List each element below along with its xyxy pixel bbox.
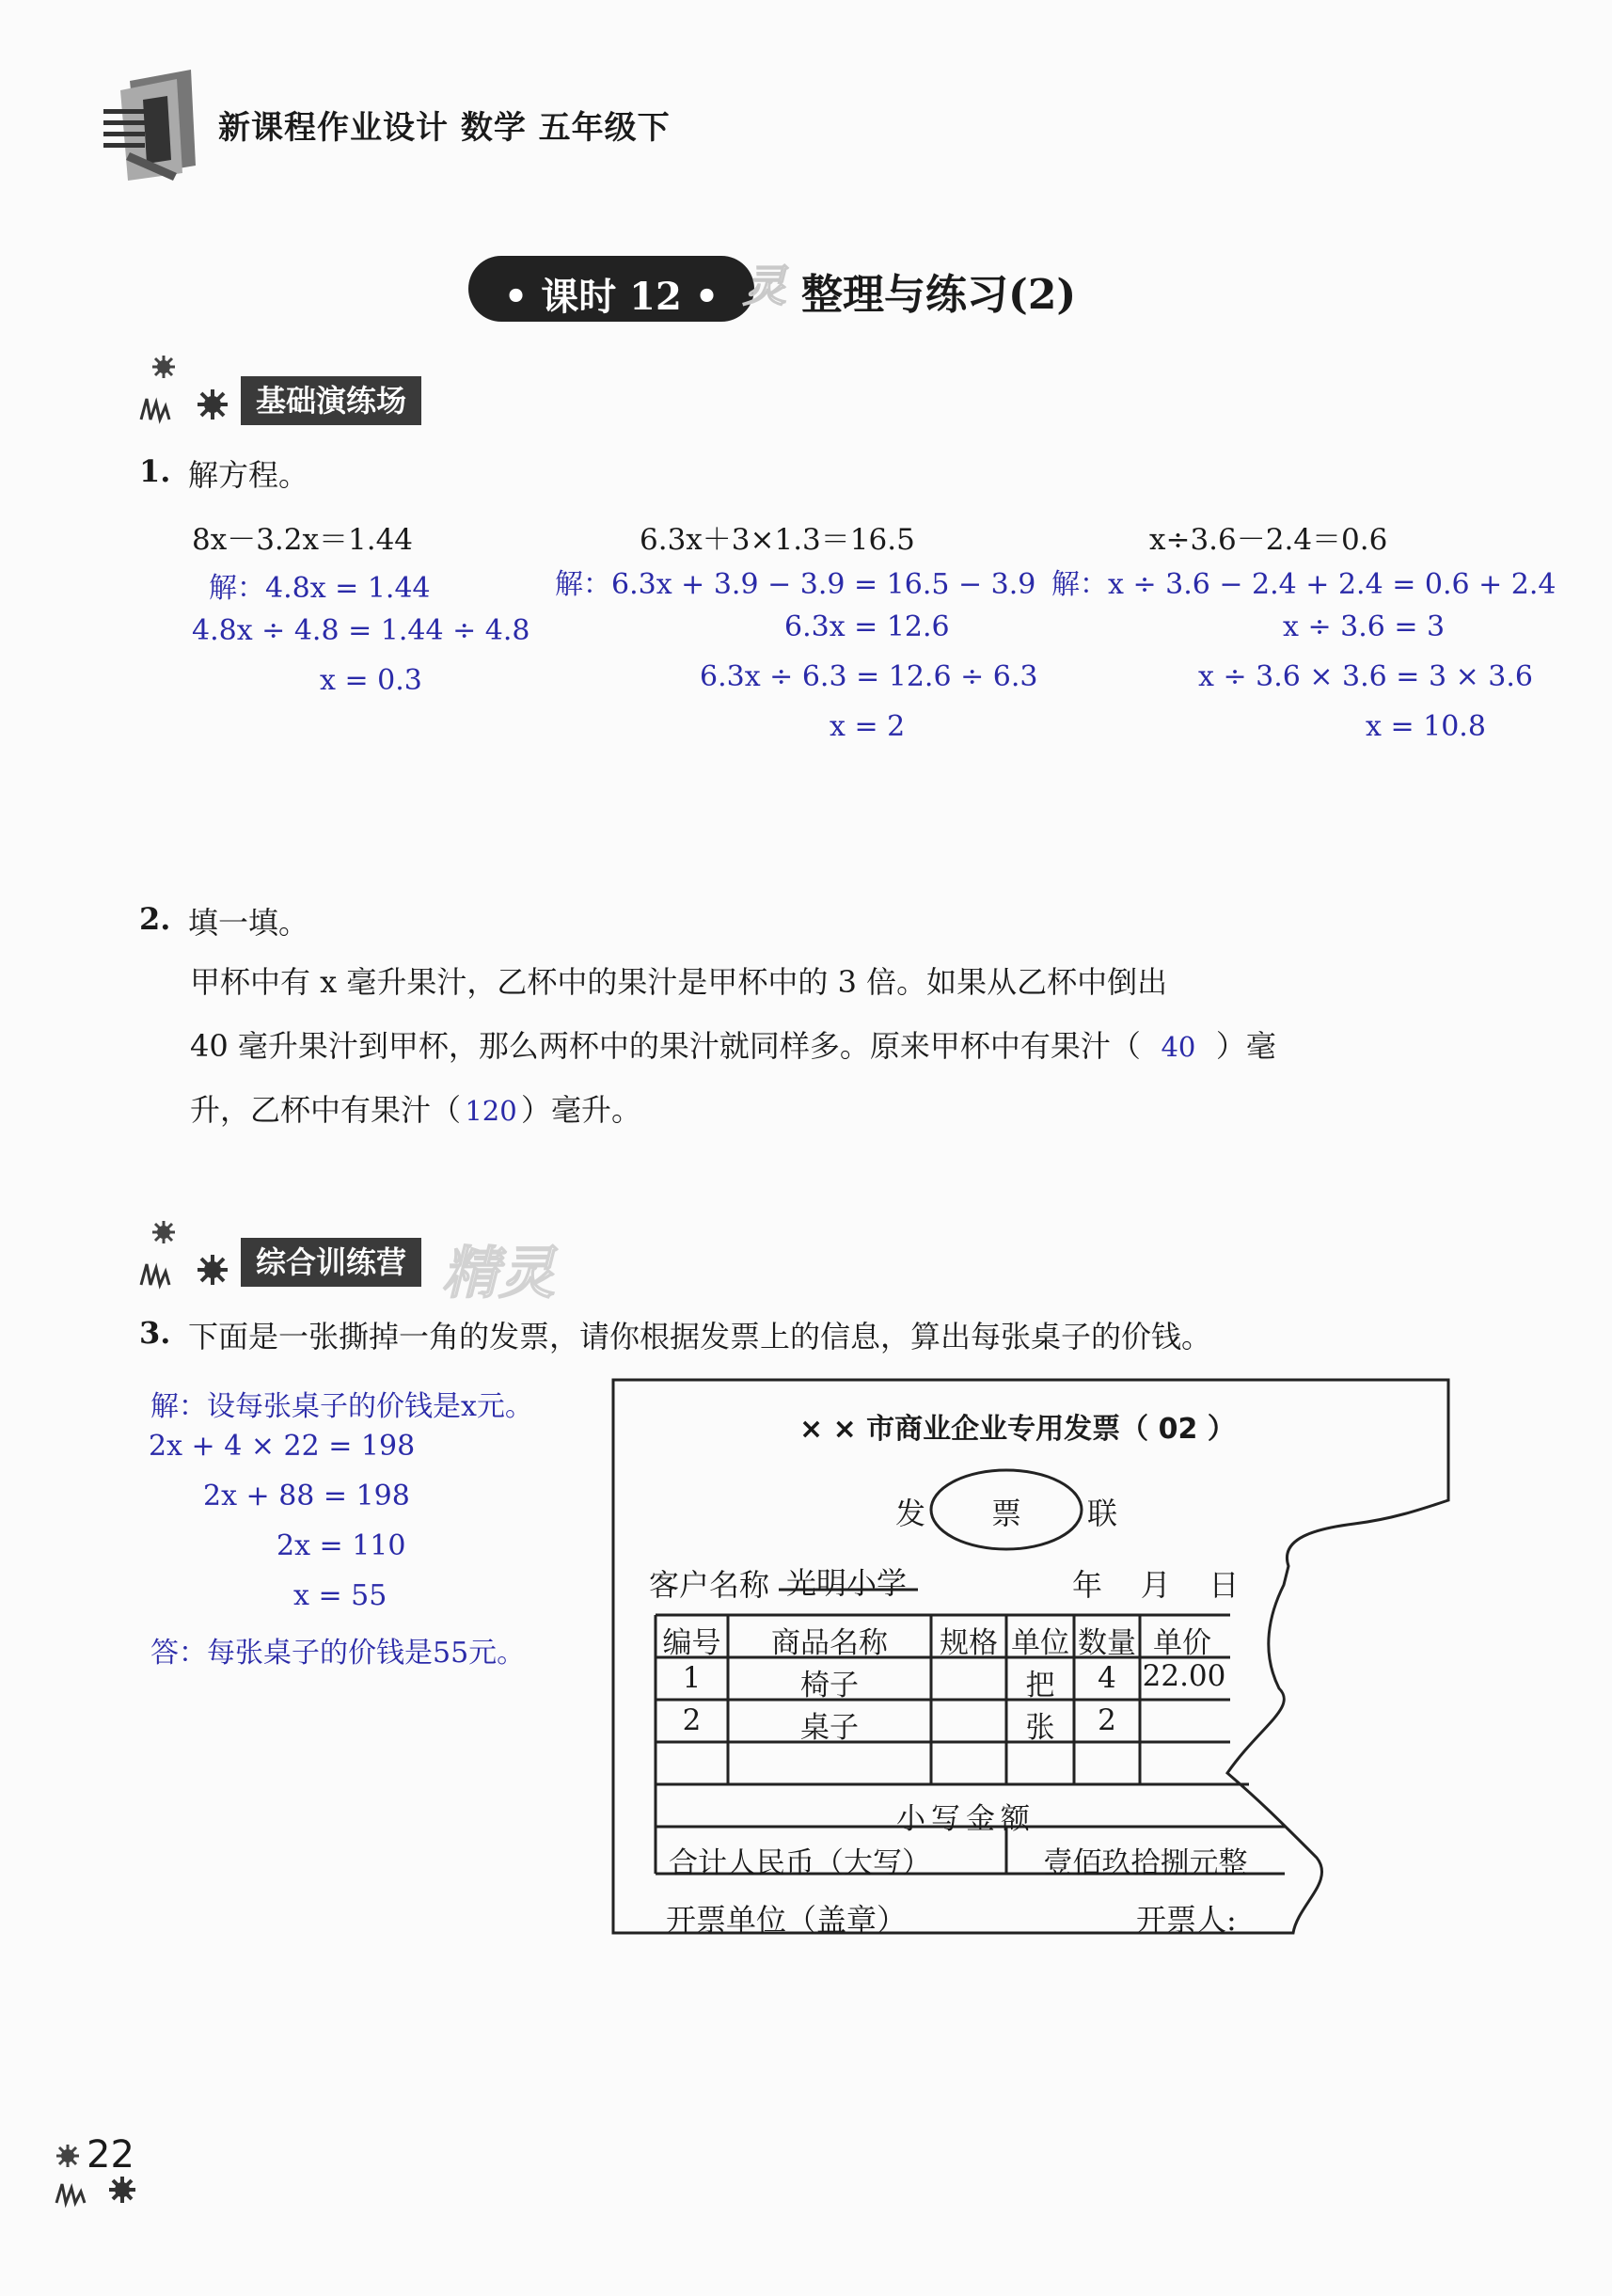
equation-3-problem: x÷3.6－2.4＝0.6	[1149, 523, 1388, 557]
answer-blank-1[interactable]: 40	[1161, 1031, 1196, 1063]
question-2-text: ）毫	[1215, 1028, 1276, 1064]
book-logo-icon	[102, 62, 205, 184]
question-1-number: 1.	[139, 453, 171, 489]
total-label: 合计人民币（大写）	[669, 1846, 931, 1880]
total-value: 壹佰玖拾捌元整	[1043, 1846, 1248, 1880]
equation-2-problem: 6.3x＋3×1.3＝16.5	[640, 523, 915, 557]
question-2-line-2	[190, 1014, 1276, 1079]
equation-3-step: 解：x ÷ 3.6 − 2.4 + 2.4 = 0.6 + 2.4	[1051, 568, 1557, 601]
question-2-text: ）毫升。	[521, 1092, 642, 1128]
issuer-unit: 开票单位（盖章）	[666, 1902, 908, 1938]
book-title: 新课程作业设计 数学 五年级下	[218, 109, 671, 147]
solution-line: 2x + 4 × 22 = 198	[149, 1430, 416, 1463]
lesson-badge	[468, 256, 754, 322]
solution-line: 2x + 88 = 198	[203, 1480, 410, 1512]
table-cell: 2	[682, 1703, 702, 1737]
lesson-title: 整理与练习(2)	[801, 271, 1077, 319]
solution-line: 答：每张桌子的价钱是55元。	[150, 1637, 526, 1670]
customer-value: 光明小学	[786, 1565, 908, 1601]
section-banner-comprehensive: 综合训练营	[241, 1238, 421, 1287]
column-header-number: 编号	[662, 1626, 721, 1660]
question-3-number: 3.	[139, 1315, 171, 1351]
column-header-unit: 单位	[1011, 1626, 1069, 1660]
question-3-prompt: 下面是一张撕掉一角的发票，请你根据发票上的信息，算出每张桌子的价钱。	[188, 1319, 1212, 1354]
question-1-prompt: 解方程。	[188, 457, 309, 493]
equation-1-step: 4.8x ÷ 4.8 = 1.44 ÷ 4.8	[192, 614, 530, 647]
table-cell: 桌子	[800, 1711, 859, 1745]
equation-1-step: x = 0.3	[320, 664, 422, 697]
equation-2-step: x = 2	[830, 710, 906, 743]
column-header-price: 单价	[1153, 1626, 1211, 1660]
question-2-number: 2.	[139, 901, 171, 937]
invoice-stub-left: 发	[895, 1496, 926, 1531]
question-2-prompt: 填一填。	[188, 905, 309, 941]
equation-2-step: 6.3x = 12.6	[784, 610, 950, 643]
table-cell: 把	[1025, 1669, 1055, 1702]
table-cell: 椅子	[800, 1669, 859, 1702]
solution-line: x = 55	[293, 1579, 387, 1612]
lesson-label: • 课时 12 •	[503, 275, 719, 319]
invoice-title: × × 市商业企业专用发票（ 02 ）	[799, 1413, 1236, 1446]
table-cell: 4	[1098, 1661, 1116, 1695]
table-cell: 22.00	[1142, 1659, 1226, 1693]
table-cell: 1	[682, 1661, 702, 1695]
equation-2-step: 6.3x ÷ 6.3 = 12.6 ÷ 6.3	[700, 660, 1038, 693]
invoice-date-label: 年 月 日	[1072, 1567, 1240, 1603]
answer-blank-2[interactable]: 120	[465, 1095, 517, 1127]
customer-label: 客户名称	[649, 1567, 770, 1603]
column-header-name: 商品名称	[771, 1626, 888, 1660]
invoice-stub-oval: 票	[991, 1496, 1022, 1531]
solution-line: 2x = 110	[277, 1529, 406, 1562]
invoice-stub-right: 联	[1087, 1496, 1118, 1531]
column-header-spec: 规格	[940, 1626, 998, 1660]
section-banner-basic: 基础演练场	[241, 376, 421, 425]
question-2-line-3	[190, 1078, 641, 1143]
question-2-text: 升，乙杯中有果汁（	[190, 1092, 462, 1128]
watermark-text: 灵	[743, 261, 786, 311]
table-cell: 2	[1098, 1703, 1116, 1737]
amount-small-label: 小写金额	[896, 1802, 1035, 1836]
equation-3-step: x ÷ 3.6 × 3.6 = 3 × 3.6	[1198, 660, 1533, 693]
table-cell: 张	[1025, 1711, 1055, 1745]
equation-1-problem: 8x－3.2x＝1.44	[192, 523, 414, 557]
solution-line: 解：设每张桌子的价钱是x元。	[150, 1390, 533, 1423]
column-header-qty: 数量	[1078, 1626, 1136, 1660]
flower-decoration-icon	[132, 1219, 235, 1294]
issuer-label: 开票人:	[1136, 1902, 1237, 1938]
watermark-text: 精灵	[442, 1241, 555, 1306]
question-2-line-1: 甲杯中有 x 毫升果汁，乙杯中的果汁是甲杯中的 3 倍。如果从乙杯中倒出	[190, 964, 1168, 1000]
flower-decoration-icon	[132, 354, 235, 429]
equation-2-step: 解：6.3x + 3.9 − 3.9 = 16.5 − 3.9	[555, 568, 1036, 601]
equation-3-step: x ÷ 3.6 = 3	[1283, 610, 1446, 643]
page-number: 22	[87, 2133, 134, 2177]
question-2-text: 40 毫升果汁到甲杯，那么两杯中的果汁就同样多。原来甲杯中有果汁（	[190, 1028, 1141, 1064]
equation-3-step: x = 10.8	[1366, 710, 1486, 743]
equation-1-step: 解：4.8x = 1.44	[209, 572, 431, 605]
